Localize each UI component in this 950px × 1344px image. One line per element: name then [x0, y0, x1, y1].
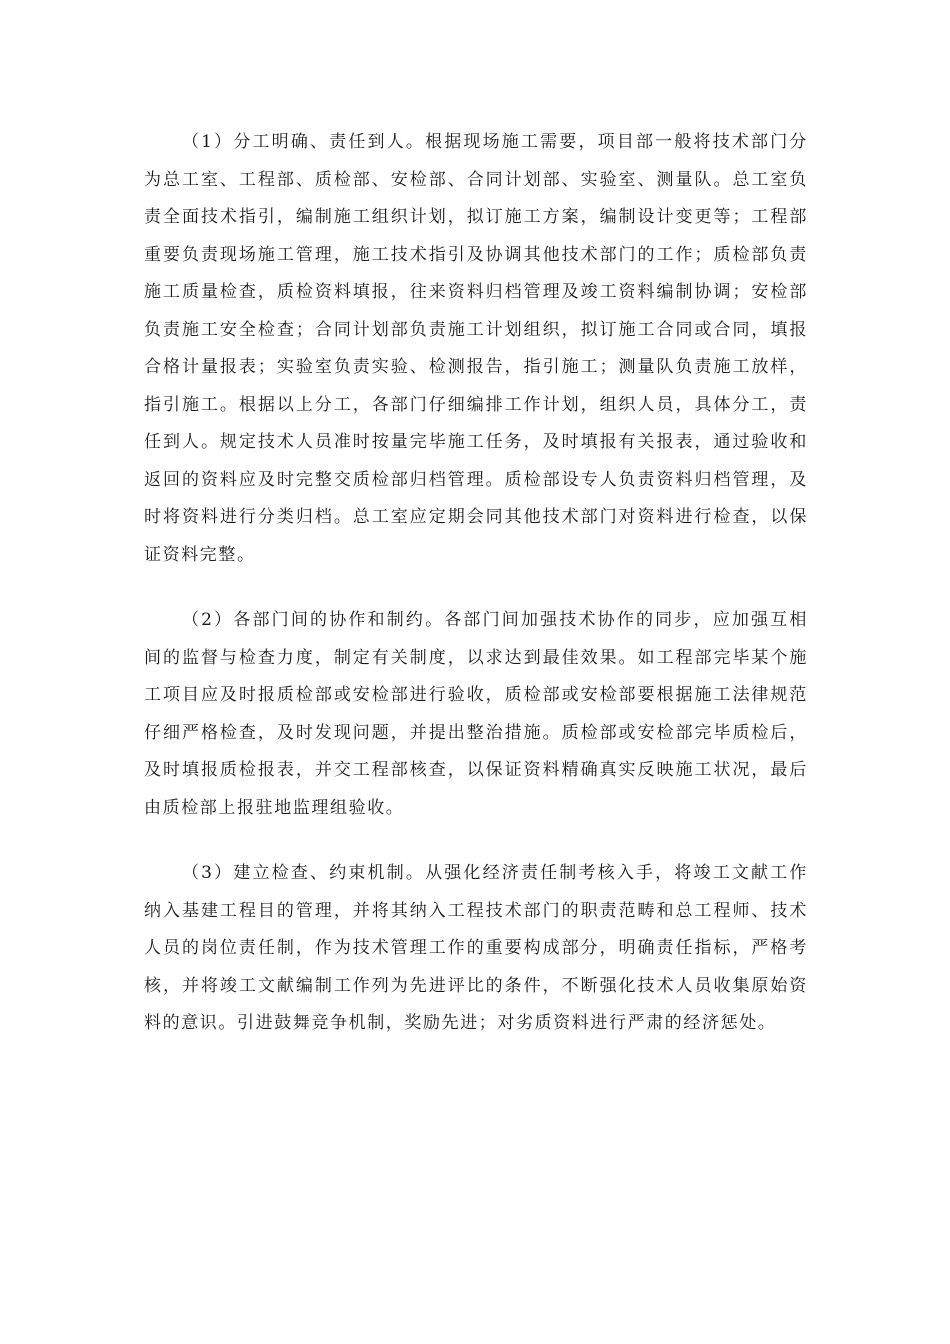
paragraph-department-cooperation: （2）各部门间的协作和制约。各部门间加强技术协作的同步，应加强互相间的监督与检查力度，制定有关制度，以求达到最佳效果。如工程部完毕某个施工项目应及时报质检部或安检部进行验收，质检部或安检部要根据施工法律规范仔细严格检查，及时发现问题，并提出整治措施。质检部或安检部完毕质检后，及时填报质检报表，并交工程部核查，以保证资料精确真实反映施工状况，最后由质检部上报驻地监理组验收。	[144, 610, 808, 818]
paragraph-division-of-labor: （1）分工明确、责任到人。根据现场施工需要，项目部一般将技术部门分为总工室、工程部、质检部、安检部、合同计划部、实验室、测量队。总工室负责全面技术指引，编制施工组织计划，拟订施工方案，编制设计变更等；工程部重要负责现场施工管理，施工技术指引及协调其他技术部门的工作；质检部负责施工质量检查，质检资料填报，往来资料归档管理及竣工资料编制协调；安检部负责施工安全检查；合同计划部负责施工计划组织，拟订施工合同或合同，填报合格计量报表；实验室负责实验、检测报告，指引施工；测量队负责施工放样，指引施工。根据以上分工，各部门仔细编排工作计划，组织人员，具体分工，责任到人。规定技术人员准时按量完毕施工任务，及时填报有关报表，通过验收和返回的资料应及时完整交质检部归档管理。质检部设专人负责资料归档管理，及时将资料进行分类归档。总工室应定期会同其他技术部门对资料进行检查，以保证资料完整。	[144, 132, 808, 565]
document-body	[144, 124, 808, 1071]
paragraph-inspection-mechanism: （3）建立检查、约束机制。从强化经济责任制考核入手，将竣工文献工作纳入基建工程目的管理，并将其纳入工程技术部门的职责范畴和总工程师、技术人员的岗位责任制，作为技术管理工作的重要构成部分，明确责任指标，严格考核，并将竣工文献编制工作列为先进评比的条件，不断强化技术人员收集原始资料的意识。引进鼓舞竞争机制，奖励先进；对劣质资料进行严肃的经济惩处。	[144, 863, 808, 1033]
